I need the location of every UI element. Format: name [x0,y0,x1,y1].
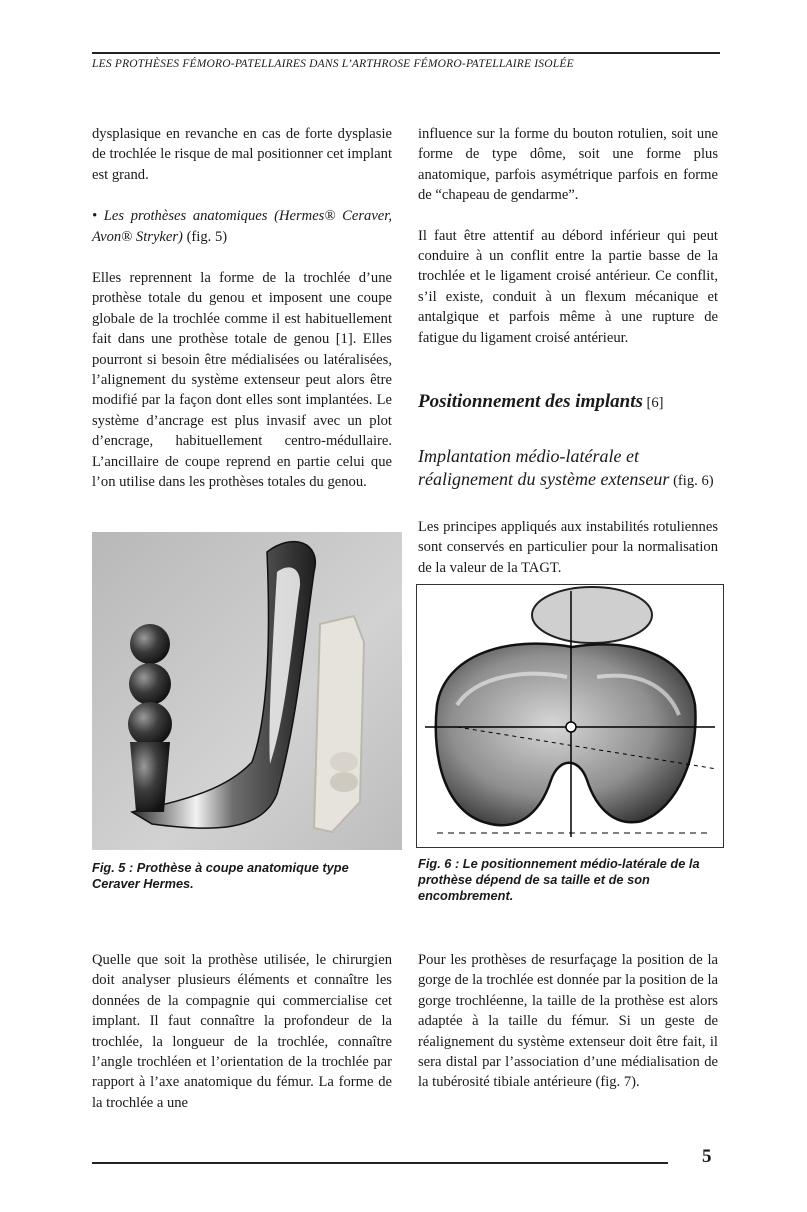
paragraph: Elles reprennent la forme de la trochlée d’une prothèse totale du genou et imposent une coupe globale de la trochlée comme il est habituellement fait dans une prothèse totale de genou [1]. Elles pourront si besoin être médialisées ou latéralisées, l’alignement du système extenseur peut alors être modifié par la façon dont elles sont implantées. Le système d’ancrage est plus invasif avec un plot d’encrage, habituellement centro-médullaire. L’ancillaire de coupe reprend en partie celui que l’on utilise dans les prothèses totales du genou. [92,270,392,491]
left-column-top [92,124,392,493]
paragraph: Il faut être attentif au débord inférieur qui peut conduire à un conflit entre la partie basse de la trochlée et le ligament croisé antérieur. Ce conflit, s’il existe, conduit à un flexum mécanique et antalgique et parfois même à une rupture de fatigue du ligament croisé antérieur. [418,227,718,346]
paragraph: influence sur la forme du bouton rotulien, soit une forme de type dôme, soit une forme plus anatomique, parfois asymétrique parfois en forme de “chapeau de gendarme”. [418,126,718,204]
citation: [6] [642,395,664,412]
page-number: 5 [702,1146,712,1167]
paragraph: Pour les prothèses de resurfaçage la position de la gorge de la trochlée est donnée par la position de la gorge trochléenne, la taille de la prothèse est alors adaptée à la taille du fémur. Si un geste de réalignement du système extenseur doit être fait, il sera distal par l’association d’une médialisation de la tubérosité tibiale antérieure (fig. 7). [418,952,718,1091]
figure-6-image [416,584,724,848]
figure-reference: (fig. 6) [669,473,714,490]
paragraph: dysplasique en revanche en cas de forte dysplasie de trochlée le risque de mal positionner cet implant est grand. [92,126,392,183]
running-head: LES PROTHÈSES FÉMORO-PATELLAIRES DANS L’ARTHROSE FÉMORO-PATELLAIRE ISOLÉE [92,52,720,70]
figure-6-caption: Fig. 6 : Le positionnement médio-latérale de la prothèse dépend de sa taille et de son encombrement. [418,856,700,904]
section-heading [418,390,718,415]
figure-reference: (fig. 5) [182,228,228,245]
bullet-item [92,206,392,247]
section-title: Positionnement des implants [418,391,643,413]
subsection-heading [418,445,718,493]
right-column-top [418,124,718,578]
femur-condyle-image [417,585,723,847]
right-column-bottom [418,950,718,1093]
left-column-bottom [92,950,392,1113]
prosthesis-image [92,532,402,850]
figure-5-caption: Fig. 5 : Prothèse à coupe anatomique type Ceraver Hermes. [92,860,349,892]
subsection-title: Implantation médio-latérale et réalignement du système extenseur [418,446,670,490]
paragraph: Les principes appliqués aux instabilités rotuliennes sont conservés en particulier pour la normalisation de la valeur de la TAGT. [418,519,718,576]
bullet-text: • Les prothèses anatomiques (Hermes® Ceraver, Avon® Stryker) [92,208,392,245]
paragraph: Quelle que soit la prothèse utilisée, le chirurgien doit analyser plusieurs éléments et connaître les données de la compagnie qui commercialise cet implant. Il faut connaître la profondeur de la trochlée, la longueur de la trochlée, connaître l’angle trochléen et l’orientation de la trochlée par rapport à l’axe anatomique du fémur. La forme de la trochlée a une [92,952,392,1111]
figure-5-photo [92,532,402,850]
footer-rule [92,1162,668,1164]
